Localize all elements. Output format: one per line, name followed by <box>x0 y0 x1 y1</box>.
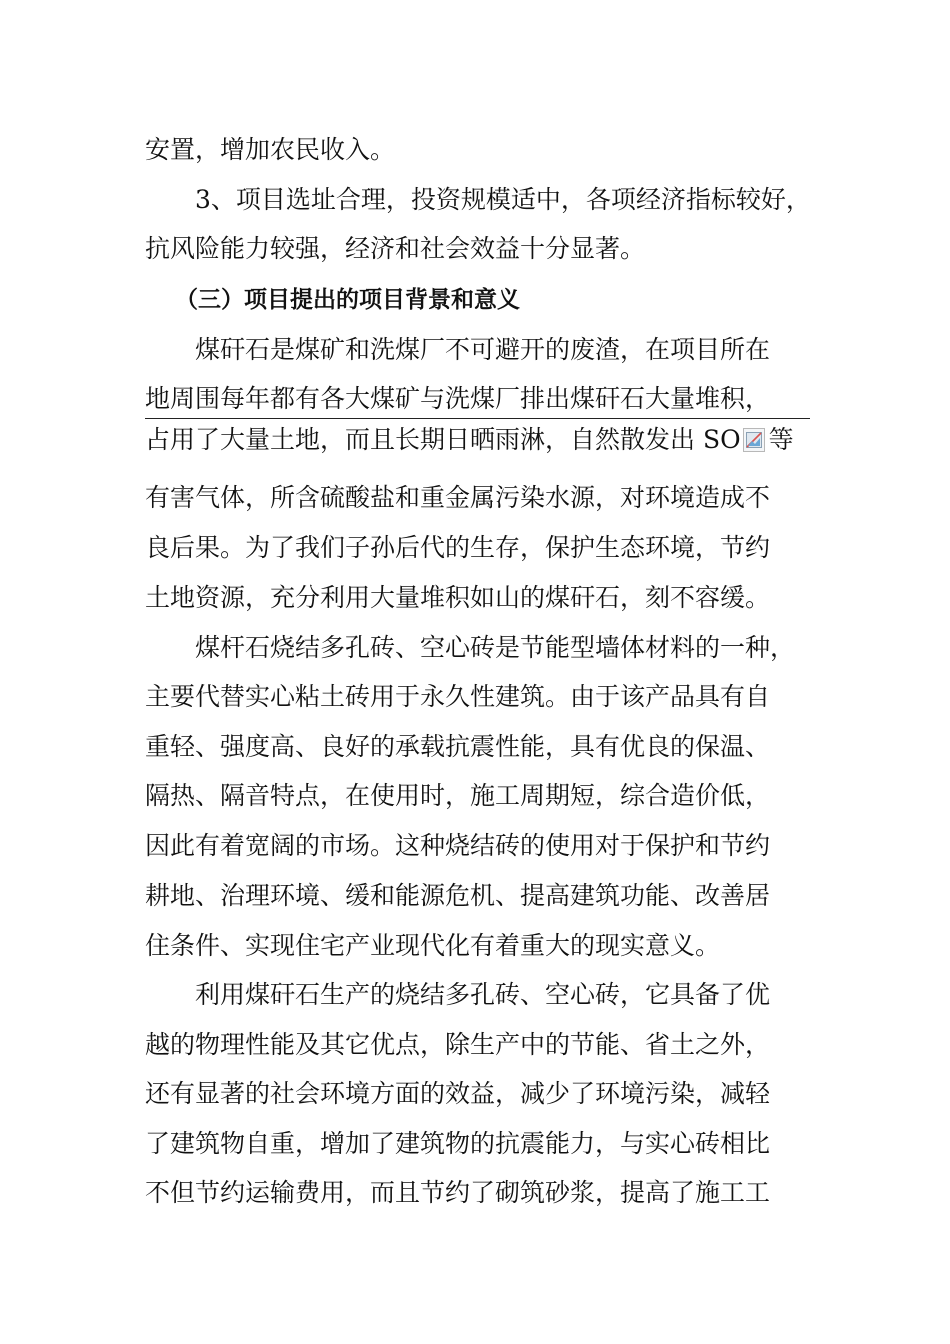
text-line: 土地资源，充分利用大量堆积如山的煤矸石，刻不容缓。 <box>145 583 771 612</box>
text-segment: 占用了大量土地，而且长期日晒雨淋，自然散发出 SO <box>145 425 741 454</box>
text-line: 安置，增加农民收入。 <box>145 135 396 164</box>
text-line: 主要代替实心粘土砖用于永久性建筑。由于该产品具有自 <box>145 682 771 711</box>
text-line: 3、项目选址合理，投资规模适中，各项经济指标较好， <box>195 185 811 214</box>
text-line: 隔热、隔音特点，在使用时，施工周期短，综合造价低， <box>145 781 771 810</box>
text-line <box>145 423 825 457</box>
text-line: 煤矸石是煤矿和洗煤厂不可避开的废渣，在项目所在 <box>195 335 771 364</box>
text-line: 住条件、实现住宅产业现代化有着重大的现实意义。 <box>145 931 721 960</box>
text-segment: 等 <box>768 425 794 454</box>
broken-image-icon <box>743 428 765 452</box>
text-line: 耕地、治理环境、缓和能源危机、提高建筑功能、改善居 <box>145 881 771 910</box>
text-line: 有害气体，所含硫酸盐和重金属污染水源，对环境造成不 <box>145 483 771 512</box>
text-line: 抗风险能力较强，经济和社会效益十分显著。 <box>145 234 646 263</box>
horizontal-rule <box>145 418 810 419</box>
text-line: 不但节约运输费用，而且节约了砌筑砂浆，提高了施工工 <box>145 1178 771 1207</box>
text-line: 良后果。为了我们子孙后代的生存，保护生态环境，节约 <box>145 533 771 562</box>
text-line: 地周围每年都有各大煤矿与洗煤厂排出煤矸石大量堆积， <box>145 384 771 413</box>
section-heading: （三）项目提出的项目背景和意义 <box>175 287 520 313</box>
text-line: 还有显著的社会环境方面的效益，减少了环境污染，减轻 <box>145 1079 771 1108</box>
text-line: 煤杆石烧结多孔砖、空心砖是节能型墙体材料的一种， <box>195 633 796 662</box>
text-line: 因此有着宽阔的市场。这种烧结砖的使用对于保护和节约 <box>145 831 771 860</box>
text-line: 了建筑物自重，增加了建筑物的抗震能力，与实心砖相比 <box>145 1129 771 1158</box>
text-line: 重轻、强度高、良好的承载抗震性能，具有优良的保温、 <box>145 732 771 761</box>
text-line: 越的物理性能及其它优点，除生产中的节能、省土之外， <box>145 1030 771 1059</box>
text-line: 利用煤矸石生产的烧结多孔砖、空心砖，它具备了优 <box>195 980 771 1009</box>
